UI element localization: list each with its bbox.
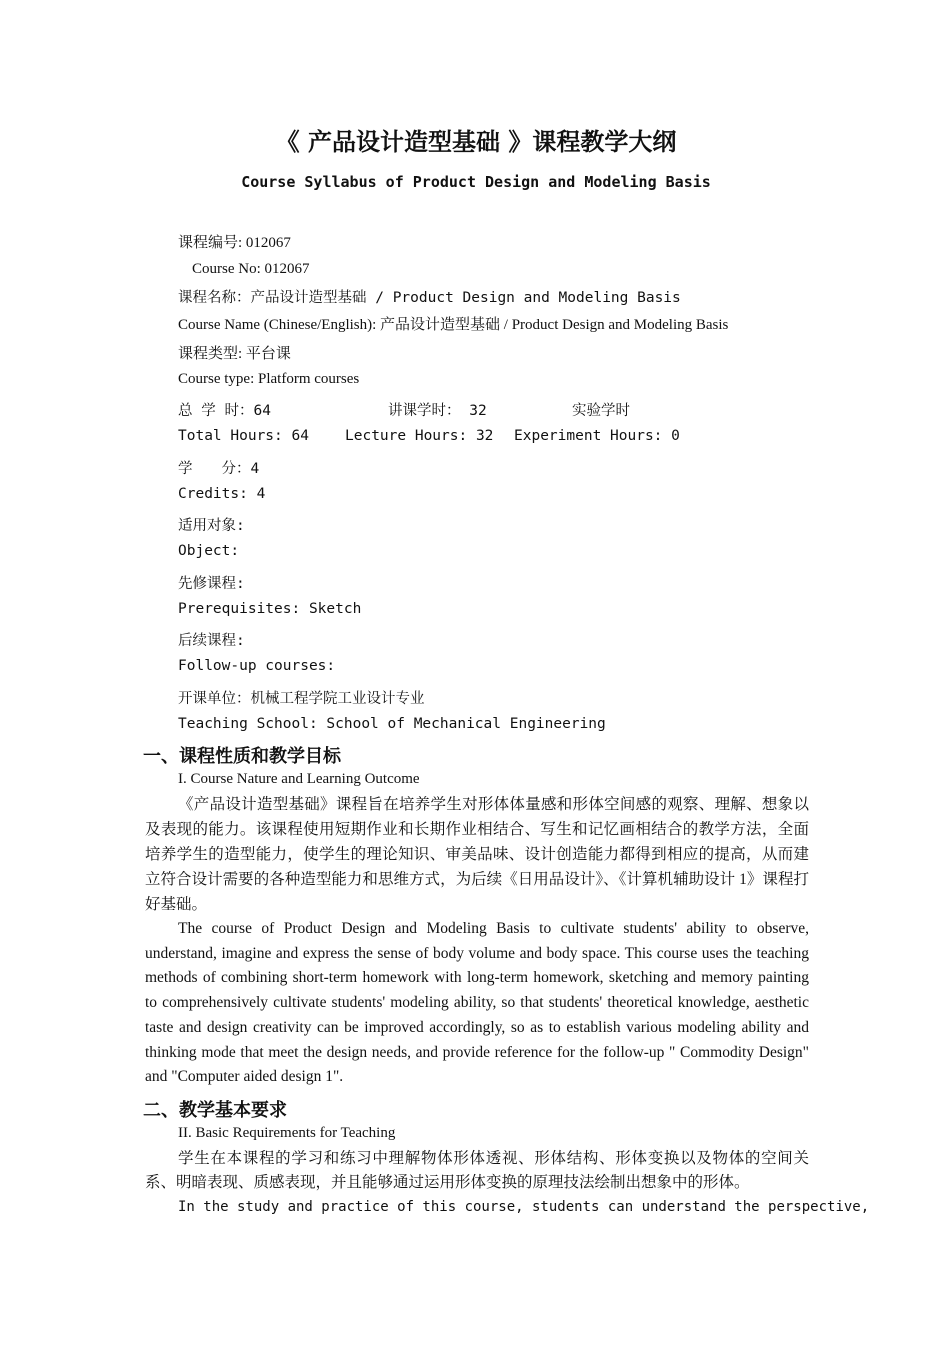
course-no-cn: 课程编号: 012067: [178, 235, 291, 251]
prerequisites-cn: 先修课程:: [178, 576, 245, 592]
teaching-school-en: Teaching School: School of Mechanical Engineering: [178, 716, 606, 732]
course-name-cn: 课程名称：产品设计造型基础 / Product Design and Modeling Basis: [178, 290, 681, 306]
hours-lecture-cn: 讲课学时： 32: [388, 403, 487, 419]
section2-paragraph-cn: 学生在本课程的学习和练习中理解物体形体透视、形体结构、形体变换以及物体的空间关系、明暗表现、质感表现，并且能够通过运用形体变换的原理技法绘制出想象中的形体。: [145, 1150, 809, 1191]
course-no-en: Course No: 012067: [192, 261, 310, 277]
hours-total-cn: 总 学 时：64: [178, 403, 271, 419]
credits-cn: 学 分：4: [178, 461, 260, 477]
object-cn: 适用对象:: [178, 518, 245, 534]
hours-total-en: Total Hours: 64: [178, 428, 309, 444]
followup-cn: 后续课程:: [178, 633, 245, 649]
section2-heading-en: II. Basic Requirements for Teaching: [178, 1125, 396, 1141]
section2-paragraph-en: In the study and practice of this course, students can understand the perspective,: [178, 1199, 870, 1215]
course-type-cn: 课程类型: 平台课: [178, 346, 291, 362]
hours-exp-cn: 实验学时: [572, 403, 630, 419]
section1-heading-en: I. Course Nature and Learning Outcome: [178, 771, 420, 787]
section1-heading-cn: 一、课程性质和教学目标: [143, 746, 341, 767]
document-subtitle: Course Syllabus of Product Design and Modeling Basis: [241, 173, 711, 191]
prerequisites-en: Prerequisites: Sketch: [178, 601, 362, 617]
hours-exp-en: Experiment Hours: 0: [514, 428, 680, 444]
hours-lecture-en: Lecture Hours: 32: [345, 428, 494, 444]
object-en: Object:: [178, 543, 240, 559]
course-name-en: Course Name (Chinese/English): 产品设计造型基础 / Product Design and Modeling Basis: [178, 317, 729, 333]
teaching-school-cn: 开课单位：机械工程学院工业设计专业: [178, 691, 425, 707]
section2-heading-cn: 二、教学基本要求: [143, 1100, 287, 1121]
credits-en: Credits: 4: [178, 486, 266, 502]
followup-en: Follow-up courses:: [178, 658, 336, 674]
section1-paragraph-cn: 《产品设计造型基础》课程旨在培养学生对形体体量感和形体空间感的观察、理解、想象以及表现的能力。该课程使用短期作业和长期作业相结合、写生和记忆画相结合的教学方法，全面培养学生的造型能力，使学生的理论知识、审美品味、设计创造能力都得到相应的提高，从而建立符合设计需要的各种造型能力和思维方式，为后续《日用品设计》、《计算机辅助设计 1》课程打好基础。: [145, 796, 809, 913]
document-title: 《 产品设计造型基础 》课程教学大纲: [275, 128, 677, 156]
course-type-en: Course type: Platform courses: [178, 371, 360, 387]
section1-paragraph-en: The course of Product Design and Modeling Basis to cultivate students' ability to observe, understand, imagine and express the sense of body volume and body space. This course uses the teaching methods of combining short-term homework with long-term homework, sketching and memory painting to comprehensively cultivate students' modeling ability, so that students' theoretical knowledge, aesthetic taste and design creativity can be improved accordingly, so as to establish various modeling ability and thinking mode that meet the design needs, and provide reference for the follow-up " Commodity Design" and "Computer aided design 1".: [145, 920, 809, 1086]
